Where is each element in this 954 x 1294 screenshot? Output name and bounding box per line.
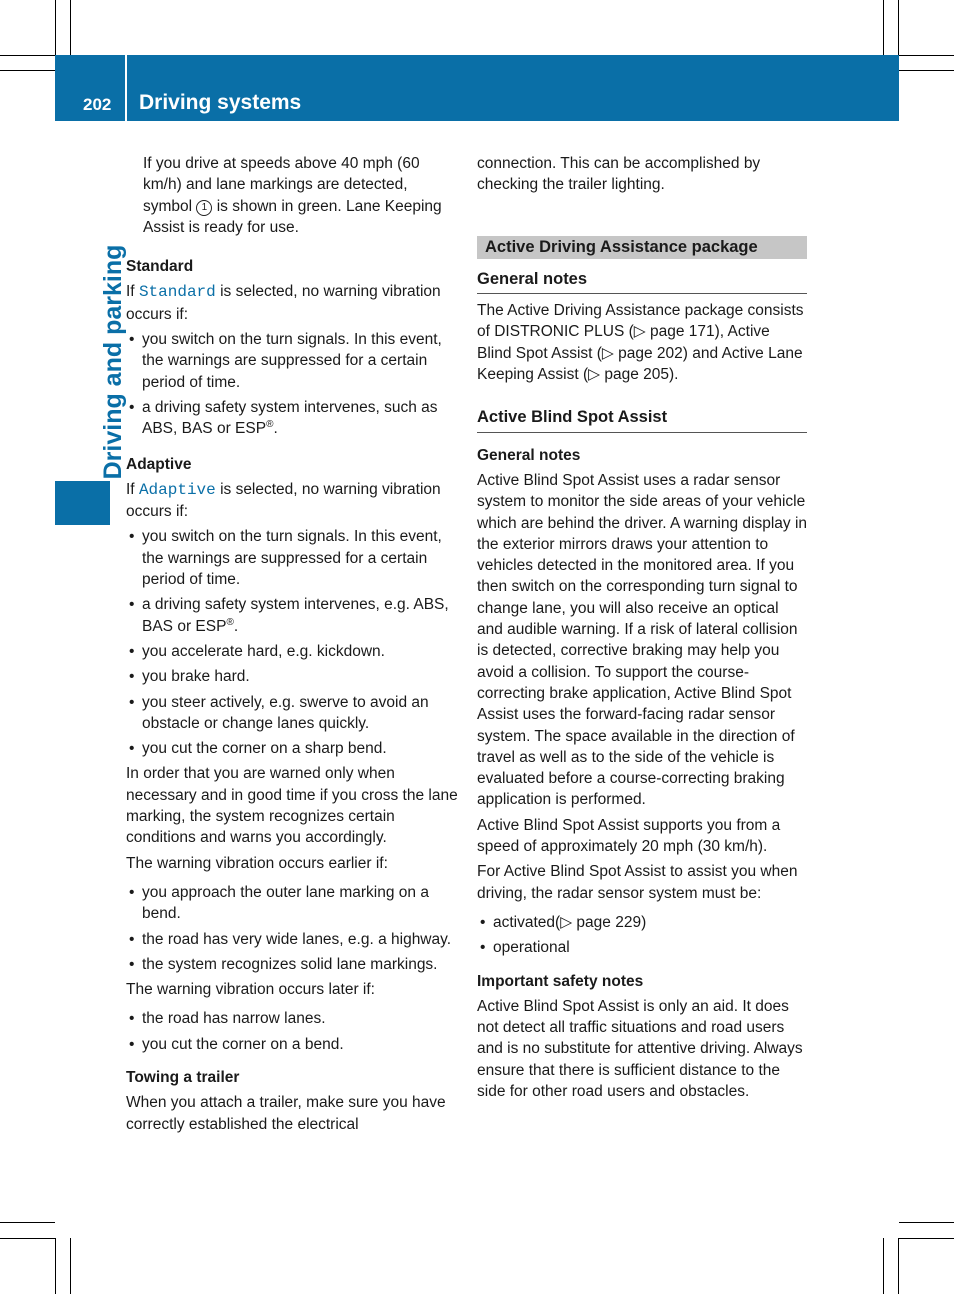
crop-mark: [70, 0, 71, 55]
right-column: [477, 153, 807, 1102]
paragraph: The warning vibration occurs earlier if:: [126, 854, 388, 872]
blind-spot-heading: Active Blind Spot Assist: [477, 407, 807, 432]
crop-mark: [898, 1238, 899, 1294]
adaptive-code: Adaptive: [138, 480, 216, 499]
paragraph: For Active Blind Spot Assist to assist you when driving, the radar sensor system must be:: [477, 863, 798, 902]
period: .: [273, 420, 278, 438]
paragraph: Active Blind Spot Assist uses a radar sensor system to monitor the side areas of your vehicle which are behind the driver. A warning display in the exterior mirrors draws your attention to vehicles detected in the monitored area. If you then switch on the corresponding turn signal to change lane, you will also receive an optical and audible warning. If a risk of lateral collision is detected, corrective braking may help you avoid a collision. To support the course-correcting brake application, Active Blind Spot Assist uses the forward-facing radar sensor system. The space available in the direction of travel as well as to the side of the vehicle is evaluated before a course-correcting braking application is performed.: [477, 471, 808, 809]
side-tab-marker: [55, 481, 110, 525]
intro-text-end: is shown in green. Lane Keeping Assist is ready for use.: [143, 197, 442, 236]
list-item: • the road has narrow lanes.: [126, 1008, 458, 1029]
crop-mark: [55, 0, 56, 55]
paragraph: The warning vibration occurs later if:: [126, 981, 375, 999]
adaptive-intro: [126, 479, 458, 523]
crop-mark: [899, 70, 954, 71]
adaptive-pre: If: [126, 480, 135, 498]
left-column: [126, 153, 458, 1135]
intro-text: If you drive at speeds above 40 mph (60 km/h) and lane markings are detected, symbol: [143, 155, 420, 215]
list-item: • you steer actively, e.g. swerve to avoid an obstacle or change lanes quickly.: [126, 692, 458, 735]
page-title: Driving systems: [139, 91, 302, 114]
registered-mark: ®: [266, 419, 274, 431]
list-item: • you brake hard.: [126, 666, 458, 687]
list-item: • you approach the outer lane marking on a bend.: [126, 882, 458, 925]
list-item: • you cut the corner on a bend.: [126, 1034, 458, 1055]
period: .: [233, 617, 239, 635]
crop-mark: [883, 0, 884, 55]
crop-mark: [0, 55, 55, 56]
paragraph: Active Blind Spot Assist supports you from a speed of approximately 20 mph (30 km/h).: [477, 816, 781, 856]
list-item: [126, 397, 458, 440]
list-item-text: a driving safety system intervenes, such as ABS, BAS or ESP: [142, 398, 438, 438]
list-item: • operational: [477, 937, 807, 958]
standard-heading: Standard: [126, 258, 194, 276]
registered-mark: ®: [226, 616, 234, 628]
page-number: 202: [83, 95, 112, 114]
adaptive-heading: Adaptive: [126, 455, 192, 473]
crop-mark: [0, 70, 55, 71]
standard-code: Standard: [138, 283, 216, 302]
paragraph: In order that you are warned only when necessary and in good time if you cross the lane marking, the system recognizes certain conditions and warns you accordingly.: [126, 765, 458, 847]
crop-mark: [899, 1222, 954, 1223]
crop-mark: [0, 1222, 55, 1223]
standard-pre: If: [126, 283, 135, 301]
paragraph: connection. This can be accomplished by checking the trailer lighting.: [477, 155, 761, 194]
crop-mark: [0, 1238, 55, 1239]
crop-mark: [70, 1238, 71, 1294]
paragraph: Active Blind Spot Assist is only an aid. It does not detect all traffic situations and road users and is no substitute for attentive driving. Always ensure that there is sufficient distance to the side for other road users and obstacles.: [477, 997, 803, 1100]
list-item: • the road has very wide lanes, e.g. a highway.: [126, 929, 458, 950]
towing-heading: Towing a trailer: [126, 1068, 240, 1086]
list-item: • you switch on the turn signals. In this event, the warnings are suppressed for a certain period of time.: [126, 329, 458, 393]
crop-mark: [883, 1238, 884, 1294]
symbol-1-icon: 1: [196, 200, 212, 216]
general-notes-subheading: General notes: [477, 446, 581, 464]
list-item: • you accelerate hard, e.g. kickdown.: [126, 641, 458, 662]
side-tab-label: Driving and parking: [99, 244, 127, 480]
header-divider: [125, 55, 127, 121]
list-item: • you cut the corner on a sharp bend.: [126, 738, 458, 759]
list-item: [126, 594, 458, 637]
list-item: • the system recognizes solid lane markings.: [126, 954, 458, 975]
safety-heading: Important safety notes: [477, 972, 644, 990]
adaptive-post: is selected, no warning vibration occurs if:: [126, 480, 441, 521]
list-item: • you switch on the turn signals. In this event, the warnings are suppressed for a certain period of time.: [126, 526, 458, 590]
paragraph: When you attach a trailer, make sure you have correctly established the electrical: [126, 1094, 446, 1133]
intro-paragraph: [126, 153, 458, 238]
list-item-text: a driving safety system intervenes, e.g. ABS, BAS or ESP: [142, 596, 449, 635]
section-heading: Active Driving Assistance package: [477, 236, 807, 259]
crop-mark: [899, 1238, 954, 1239]
standard-intro: [126, 281, 458, 325]
list-item: • activated(▷ page 229): [477, 912, 807, 933]
standard-post: is selected, no warning vibration occurs if:: [126, 283, 441, 323]
crop-mark: [898, 0, 899, 55]
general-notes-heading: General notes: [477, 269, 807, 294]
crop-mark: [899, 55, 954, 56]
crop-mark: [55, 1238, 56, 1294]
paragraph: The Active Driving Assistance package consists of DISTRONIC PLUS (▷ page 171), Active Blind Spot Assist (▷ page 202) and Active Lane Keeping Assist (▷ page 205).: [477, 302, 804, 384]
page-header: [55, 55, 899, 121]
